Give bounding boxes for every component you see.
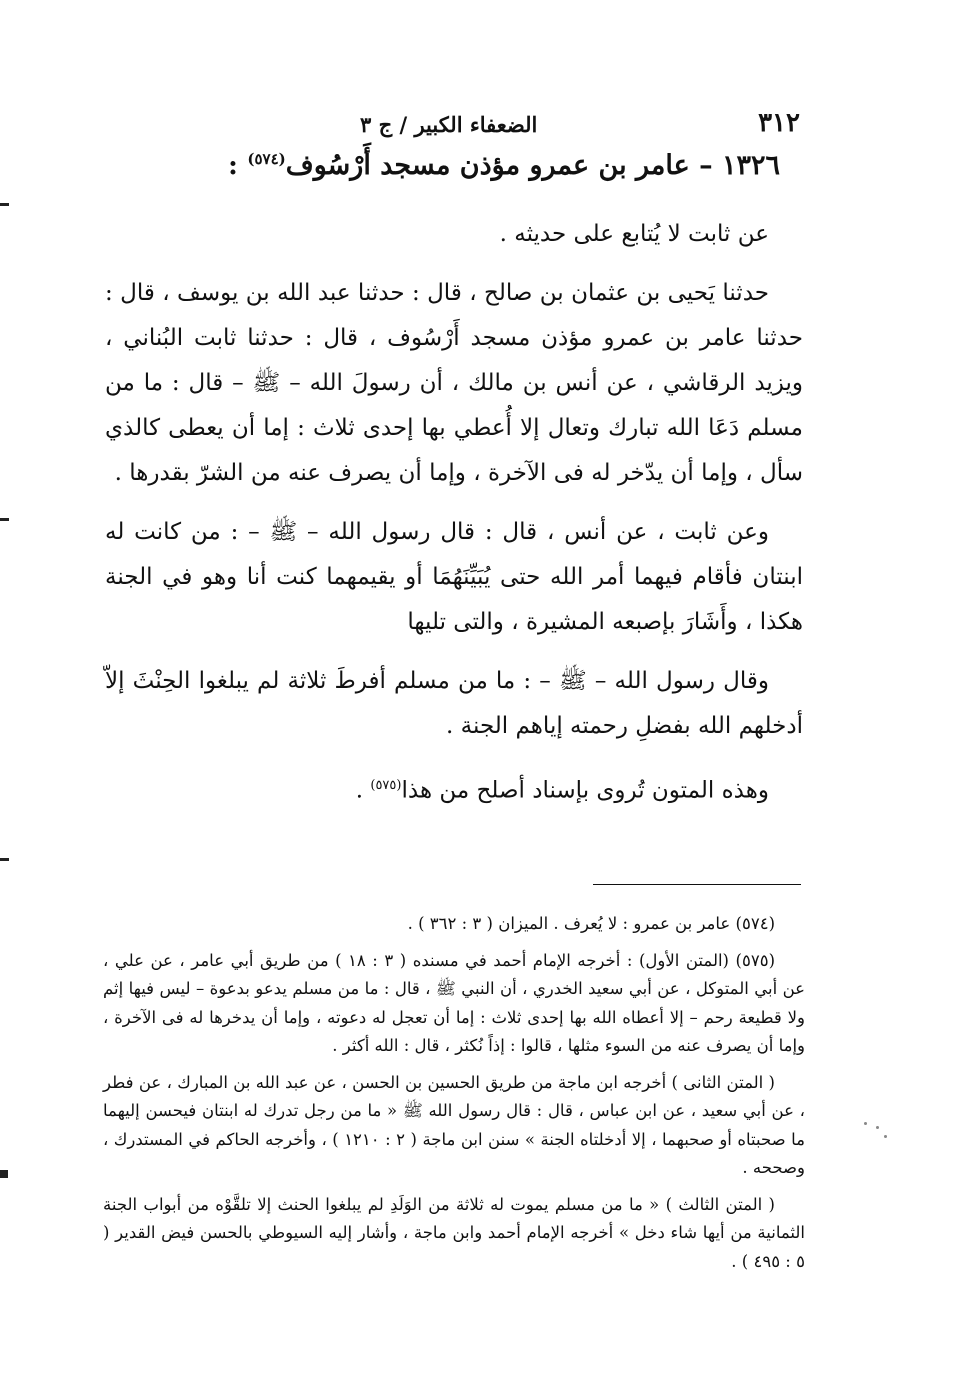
footnote-575-second: ( المتن الثانى ) أخرجه ابن ماجة من طريق الحسين بن الحسن ، عن عبد الله بن المبارك ، عن فطر ، عن أبي سعيد ، عن ابن عباس ، قال : قال رسول الله ﷺ « ما من رجل تدرك له ابنتان فيحسن إليهما ما صحبتاه أو صحبهما ، إلا أدخلتاه الجنة » سنن ابن ماجة ( ٢ : ١٢١٠ ) ، وأخرجه الحاكم في المستدرك ، وصححه .	[103, 1072, 805, 1177]
footnote-575-first: (٥٧٥) (المتن الأول) : أخرجه الإمام أحمد في مسنده ( ٣ : ١٨ ) من طريق أبي عامر ، عن علي ، عن أبي المتوكل ، عن أبي سعيد الخدري ، أن النبي ﷺ ، قال : ما من مسلم يدعو بدعوة – ليس فيها إثم ولا قطيعة رحم – إلا أعطاه الله بها إحدى ثلاث : إما أن تعجل له دعوته ، وإما أن يدخرها له فى الآخرة ، وإما أن يصرف عنه من السوء مثلها ، قالوا : إذاً نُكثر ، قال : الله أكثر .	[103, 950, 805, 1055]
scan-speck	[884, 1135, 887, 1138]
scan-margin-mark	[0, 1170, 8, 1178]
footnote-divider	[593, 884, 801, 885]
paragraph-2: حدثنا يَحيى بن عثمان بن صالح ، قال : حدثنا عبد الله بن يوسف ، قال : حدثنا عامر بن عمرو مؤذن مسجد أَرْسُوف ، قال : حدثنا ثابت البُناني ، ويزيد الرقاشي ، عن أنس بن مالك ، أن رسولَ الله – ﷺ – قال : ما من مسلم دَعَا الله تبارك وتعال إلا أُعطي بها إحدى ثلاث : إما أن يعطى كالذي سأل ، وإما أن يدّخر له فى الآخرة ، وإما أن يصرف عنه من الشرّ بقدرها .	[105, 280, 803, 486]
entry-heading-colon: :	[227, 150, 238, 181]
scan-speck	[876, 1126, 879, 1129]
footnote-574: (٥٧٤) عامر بن عمرو : لا يُعرف . الميزان ( ٣ : ٣٦٢ ) .	[407, 914, 775, 933]
page-number: ٣١٢	[758, 108, 800, 138]
paragraph-5	[105, 763, 803, 814]
paragraph-4: وقال رسول الله – ﷺ – : ما من مسلم أفرطَ ثلاثة لم يبلغوا الحِنْثَ إلاّ أدخلهم الله بفضلِ رحمته إياهم الجنة .	[105, 668, 803, 739]
scan-margin-mark	[0, 203, 9, 206]
entry-heading	[180, 150, 780, 181]
paragraph-1: عن ثابت لا يُتابع على حديثه .	[499, 221, 769, 247]
footnote-ref-574: (٥٧٤)	[247, 150, 286, 168]
entry-heading-text: ١٣٢٦ – عامر بن عمرو مؤذن مسجد أَرْسُوف	[285, 150, 780, 181]
paragraph-3: وعن ثابت ، عن أنس ، قال : قال رسول الله – ﷺ – : من كانت له ابنتان فأقام فيهما أمر الله حتى يُبَيِّنَهُمَا أو يقيمهما كنت أنا وهو في الجنة هكذا ، وأَشَارَ بإصبعه المشيرة ، والتى تليها	[105, 519, 803, 635]
scan-speck	[864, 1122, 867, 1125]
paragraph-5-end: .	[355, 777, 371, 804]
footnote-575-third: ( المتن الثالث ) « ما من مسلم يموت له ثلاثة من الوَلَدِ لم يبلغوا الحنث إلا تلقَّوْه من أبواب الجنة الثمانية من أيها شاء دخل » أخرجه الإمام أحمد وابن ماجة ، وأشار إليه السيوطي بالحسن فيض القدير ( ٥ : ٤٩٥ ) .	[103, 1194, 805, 1271]
paragraph-5-text: وهذه المتون تُروى بإسناد أصلح من هذا	[401, 777, 769, 804]
running-header	[360, 108, 800, 144]
book-title: الضعفاء الكبير / ج ٣	[360, 112, 538, 137]
scan-margin-mark	[0, 518, 9, 521]
scan-margin-mark	[0, 858, 9, 861]
footnotes	[103, 910, 805, 1284]
footnote-ref-575: (٥٧٥)	[370, 778, 402, 793]
main-text	[105, 212, 803, 828]
